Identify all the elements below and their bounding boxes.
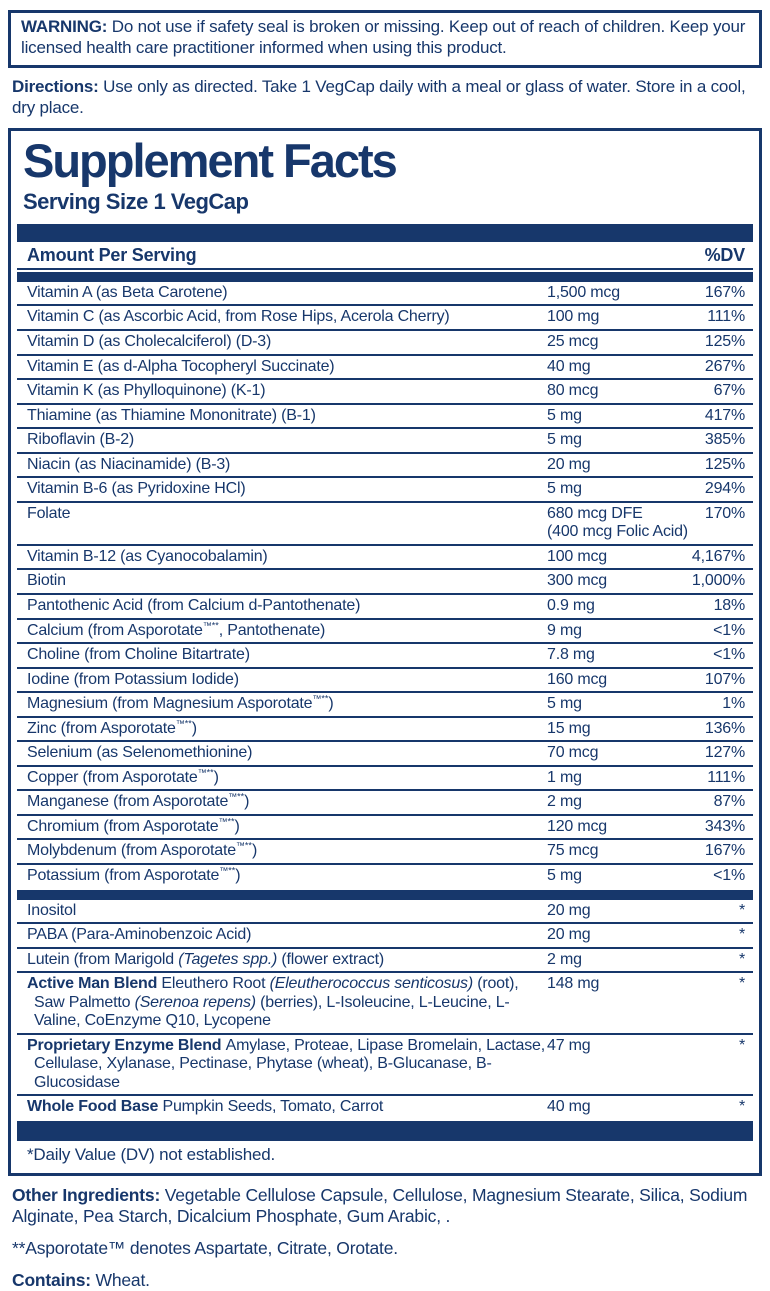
table-row bbox=[17, 971, 753, 1033]
amount-value: 75 mcg bbox=[547, 842, 599, 860]
amount-value: 5 mg bbox=[547, 480, 582, 498]
table-row bbox=[17, 1033, 753, 1095]
nutrient-label: Pantothenic Acid (from Calcium d-Pantothenate) bbox=[27, 596, 361, 614]
dv-value: 385% bbox=[704, 431, 745, 449]
table-row bbox=[17, 329, 753, 354]
amount-value: 40 mg bbox=[547, 357, 591, 375]
directions bbox=[12, 77, 756, 118]
asporotate-note: **Asporotate™ denotes Aspartate, Citrate, Orotate. bbox=[12, 1238, 398, 1259]
nutrient-label: Vitamin B-6 (as Pyridoxine HCl) bbox=[27, 480, 246, 498]
dv-value: 136% bbox=[704, 719, 745, 737]
separator-bar-header bbox=[17, 272, 753, 282]
separator-bar bbox=[17, 1121, 753, 1141]
table-row bbox=[17, 544, 753, 569]
dv-value: 267% bbox=[704, 357, 745, 375]
table-row bbox=[17, 900, 753, 923]
nutrient-label: Vitamin A (as Beta Carotene) bbox=[27, 283, 228, 301]
nutrient-label: Choline (from Choline Bitartrate) bbox=[27, 646, 250, 664]
table-row bbox=[17, 501, 753, 544]
dv-value: 167% bbox=[704, 283, 745, 301]
dv-value: 1% bbox=[722, 695, 745, 713]
dv-value: * bbox=[738, 950, 745, 968]
table-row bbox=[17, 476, 753, 501]
nutrient-label: Iodine (from Potassium Iodide) bbox=[27, 670, 239, 688]
nutrient-label: Proprietary Enzyme Blend Amylase, Proteae, Lipase Bromelain, Lactase, Cellulase, Xylanase, Pectinase, Phytase (wheat), B-Glucanase, B-Glucosidase bbox=[27, 1036, 545, 1091]
nutrient-label: Biotin bbox=[27, 572, 66, 590]
dv-value: 125% bbox=[704, 332, 745, 350]
table-row bbox=[17, 863, 753, 888]
amount-value: 1 mg bbox=[547, 768, 582, 786]
table-row bbox=[17, 922, 753, 947]
nutrient-label: Vitamin C (as Ascorbic Acid, from Rose Hips, Acerola Cherry) bbox=[27, 308, 450, 326]
nutrient-label: Molybdenum (from Asporotate™**) bbox=[27, 841, 258, 860]
nutrient-label: Lutein (from Marigold (Tagetes spp.) (flower extract) bbox=[27, 950, 384, 968]
other-ingredients-text: Vegetable Cellulose Capsule, Cellulose, Magnesium Stearate, Silica, Sodium Alginate, Pea Starch, Dicalcium Phosphate, Gum Arabic, . bbox=[12, 1185, 748, 1227]
table-row bbox=[17, 354, 753, 379]
dv-value: 417% bbox=[704, 406, 745, 424]
dv-value: * bbox=[738, 1098, 745, 1116]
amount-value: 2 mg bbox=[547, 793, 582, 811]
dv-value: 127% bbox=[704, 744, 745, 762]
contains-label: Contains: bbox=[12, 1270, 91, 1291]
nutrient-label: Whole Food Base Pumpkin Seeds, Tomato, Carrot bbox=[27, 1098, 384, 1116]
warning-box bbox=[8, 10, 762, 68]
amount-value: 20 mg bbox=[547, 926, 591, 944]
dv-value: 343% bbox=[704, 817, 745, 835]
table-row bbox=[17, 642, 753, 667]
dv-value: 67% bbox=[713, 382, 745, 400]
dv-value: 111% bbox=[707, 308, 745, 326]
nutrient-label: Riboflavin (B-2) bbox=[27, 431, 135, 449]
amount-value: 70 mcg bbox=[547, 744, 599, 762]
table-row bbox=[17, 691, 753, 716]
nutrient-label: Active Man Blend Eleuthero Root (Eleutherococcus senticosus) (root), Saw Palmetto (Serenoa repens) (berries), L-Isoleucine, L-Leucine, L-Valine, CoEnzyme Q10, Lycopene bbox=[27, 975, 519, 1030]
dv-value: * bbox=[738, 1036, 745, 1054]
table-row bbox=[17, 814, 753, 839]
dv-value: <1% bbox=[713, 646, 745, 664]
table-row bbox=[17, 378, 753, 403]
nutrient-label: Calcium (from Asporotate™**, Pantothenate) bbox=[27, 620, 326, 639]
nutrient-label: Vitamin E (as d-Alpha Tocopheryl Succinate) bbox=[27, 357, 335, 375]
table-row bbox=[17, 618, 753, 643]
column-header-amount-per-serving: Amount Per Serving bbox=[27, 244, 197, 265]
table-row bbox=[17, 282, 753, 305]
table-row bbox=[17, 716, 753, 741]
table-row bbox=[17, 568, 753, 593]
dv-value: 294% bbox=[704, 480, 745, 498]
table-row bbox=[17, 838, 753, 863]
nutrient-label: Thiamine (as Thiamine Mononitrate) (B-1) bbox=[27, 406, 316, 424]
dv-value: 87% bbox=[713, 793, 745, 811]
table-row bbox=[17, 304, 753, 329]
nutrient-label: Magnesium (from Magnesium Asporotate™**) bbox=[27, 693, 334, 713]
serving-size: Serving Size 1 VegCap bbox=[23, 188, 249, 214]
amount-value: 300 mcg bbox=[547, 572, 607, 590]
table-row bbox=[17, 789, 753, 814]
table-row bbox=[17, 740, 753, 765]
separator-bar bbox=[17, 890, 753, 900]
supplement-facts-panel bbox=[8, 128, 762, 1176]
nutrient-label: Folate bbox=[27, 504, 71, 522]
amount-value: 20 mg bbox=[547, 455, 591, 473]
amount-value: 47 mg bbox=[547, 1036, 591, 1054]
table-row bbox=[17, 1094, 753, 1119]
amount-value: 5 mg bbox=[547, 867, 582, 884]
table-row bbox=[17, 403, 753, 428]
dv-value: 107% bbox=[704, 670, 745, 688]
amount-value: 0.9 mg bbox=[547, 596, 595, 614]
table-row bbox=[17, 765, 753, 790]
dv-value: 170% bbox=[704, 504, 745, 522]
contains-text: Wheat. bbox=[90, 1270, 150, 1291]
nutrient-label: Vitamin D (as Cholecalciferol) (D-3) bbox=[27, 332, 272, 350]
amount-value: 9 mg bbox=[547, 621, 582, 639]
amount-value: 40 mg bbox=[547, 1098, 591, 1116]
amount-value: 100 mg bbox=[547, 308, 600, 326]
nutrient-label: PABA (Para-Aminobenzoic Acid) bbox=[27, 926, 252, 944]
nutrient-label: Selenium (as Selenomethionine) bbox=[27, 744, 253, 762]
table-row bbox=[17, 593, 753, 618]
dv-value: 18% bbox=[713, 596, 745, 614]
nutrient-label: Niacin (as Niacinamide) (B-3) bbox=[27, 455, 231, 473]
contains-statement bbox=[12, 1270, 754, 1291]
directions-text: Use only as directed. Take 1 VegCap daily with a meal or glass of water. Store in a cool, dry place. bbox=[12, 77, 746, 118]
dv-value: * bbox=[738, 901, 745, 919]
amount-value: 120 mcg bbox=[547, 817, 607, 835]
column-header-row bbox=[17, 242, 753, 270]
amount-value: 80 mcg bbox=[547, 382, 599, 400]
directions-label: Directions: bbox=[12, 77, 99, 97]
amount-value: 160 mcg bbox=[547, 670, 607, 688]
nutrient-label: Inositol bbox=[27, 901, 77, 919]
nutrient-label: Chromium (from Asporotate™**) bbox=[27, 816, 240, 835]
dv-value: 125% bbox=[704, 455, 745, 473]
amount-value: 7.8 mg bbox=[547, 646, 595, 664]
other-ingredients-label: Other Ingredients: bbox=[12, 1185, 161, 1206]
column-header-percent-dv: %DV bbox=[704, 244, 745, 265]
dv-value: 167% bbox=[704, 842, 745, 860]
amount-value: 25 mcg bbox=[547, 332, 599, 350]
dv-value: 4,167% bbox=[691, 547, 745, 565]
amount-value: 20 mg bbox=[547, 901, 591, 919]
warning-text: Do not use if safety seal is broken or missing. Keep out of reach of children. Keep your licensed health care practitioner informed when using this product. bbox=[21, 17, 746, 57]
other-ingredients bbox=[12, 1185, 754, 1227]
table-row bbox=[17, 947, 753, 972]
amount-value: 2 mg bbox=[547, 950, 582, 968]
nutrient-label: Vitamin B-12 (as Cyanocobalamin) bbox=[27, 547, 268, 565]
amount-value: 15 mg bbox=[547, 719, 591, 737]
warning-label: WARNING: bbox=[21, 17, 108, 36]
dv-value: 1,000% bbox=[691, 572, 745, 590]
amount-value: 100 mcg bbox=[547, 547, 607, 565]
amount-value: 5 mg bbox=[547, 431, 582, 449]
nutrient-table bbox=[17, 282, 753, 1141]
separator-bar-top bbox=[17, 224, 753, 242]
amount-value: 5 mg bbox=[547, 695, 582, 713]
amount-value: 5 mg bbox=[547, 406, 582, 424]
dv-value: <1% bbox=[713, 621, 745, 639]
table-row bbox=[17, 452, 753, 477]
table-row bbox=[17, 667, 753, 692]
nutrient-label: Manganese (from Asporotate™**) bbox=[27, 792, 250, 811]
dv-value: 111% bbox=[707, 768, 745, 786]
amount-value: 680 mcg DFE (400 mcg Folic Acid) bbox=[547, 504, 688, 541]
amount-value: 148 mg bbox=[547, 975, 600, 993]
supplement-facts-title: Supplement Facts bbox=[23, 133, 396, 187]
nutrient-label: Zinc (from Asporotate™**) bbox=[27, 718, 197, 737]
nutrient-label: Copper (from Asporotate™**) bbox=[27, 767, 219, 786]
dv-value: <1% bbox=[713, 867, 745, 884]
nutrient-label: Potassium (from Asporotate™**) bbox=[27, 865, 241, 884]
dv-footnote: *Daily Value (DV) not established. bbox=[27, 1145, 276, 1165]
dv-value: * bbox=[738, 975, 745, 993]
table-row bbox=[17, 427, 753, 452]
dv-value: * bbox=[738, 926, 745, 944]
amount-value: 1,500 mcg bbox=[547, 283, 620, 301]
nutrient-label: Vitamin K (as Phylloquinone) (K-1) bbox=[27, 382, 266, 400]
